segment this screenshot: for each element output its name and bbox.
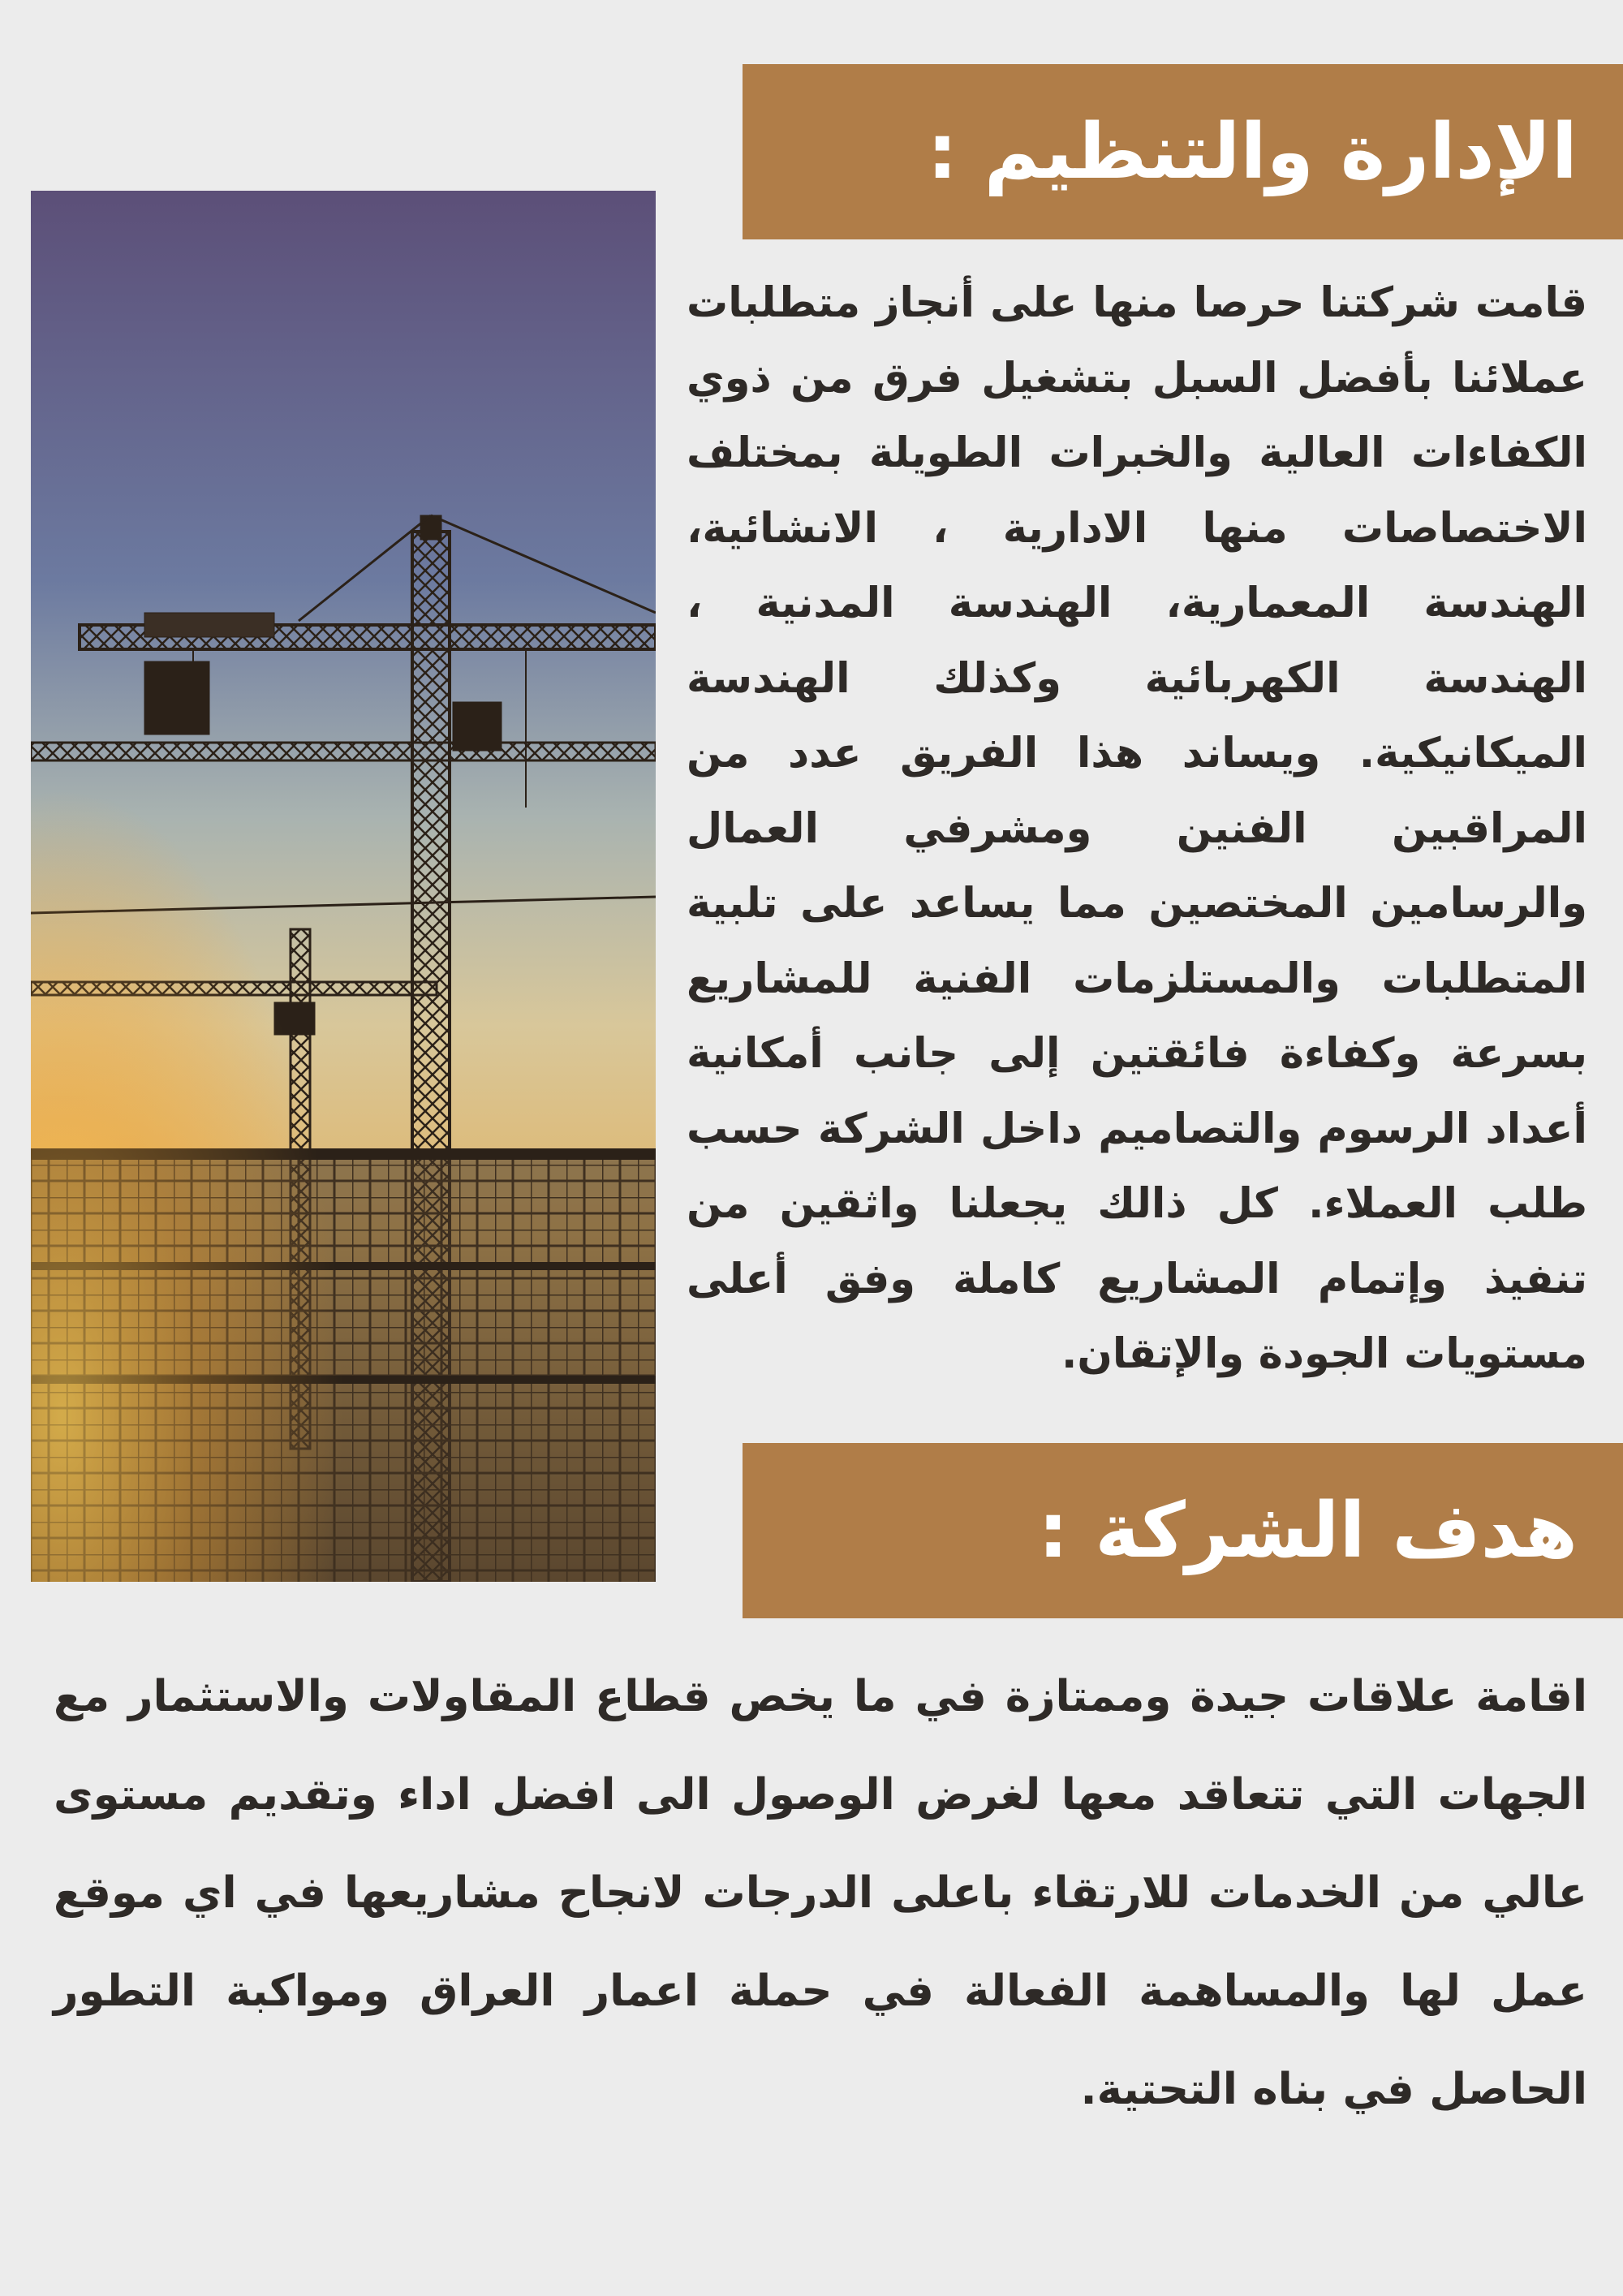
goal-heading: هدف الشركة :: [1037, 1486, 1578, 1575]
management-heading: الإدارة والتنظيم :: [927, 107, 1578, 196]
management-heading-banner: [743, 64, 1623, 239]
construction-cranes-photo: [31, 191, 656, 1582]
management-paragraph: قامت شركتنا حرصا منها على أنجاز متطلبات عملائنا بأفضل السبل بتشغيل فرق من ذوي الكفاءات العالية والخبرات الطويلة بمختلف الاختصاصات منها الادارية ، الانشائية، الهندسة المعمارية، الهندسة المدنية ، الهندسة الكهربائية وكذلك الهندسة الميكانيكية. ويساند هذا الفريق عدد من المراقبين الفنين ومشرفي العمال والرسامين المختصين مما يساعد على تلبية المتطلبات والمستلزمات الفنية للمشاريع بسرعة وكفاءة فائقتين إلى جانب أمكانية أعداد الرسوم والتصاميم داخل الشركة حسب طلب العملاء. كل ذالك يجعلنا واثقين من تنفيذ وإتمام المشاريع كاملة وفق أعلى مستويات الجودة والإتقان.: [687, 279, 1587, 1378]
goal-paragraph: اقامة علاقات جيدة وممتازة في ما يخص قطاع المقاولات والاستثمار مع الجهات التي تتعاقد معها لغرض الوصول الى افضل اداء وتقديم مستوى عالي من الخدمات للارتقاء باعلى الدرجات لانجاح مشاريعها في اي موقع عمل لها والمساهمة الفعالة في حملة اعمار العراق ومواكبة التطور الحاصل في بناه التحتية.: [54, 1672, 1587, 2114]
goal-heading-banner: [743, 1443, 1623, 1618]
